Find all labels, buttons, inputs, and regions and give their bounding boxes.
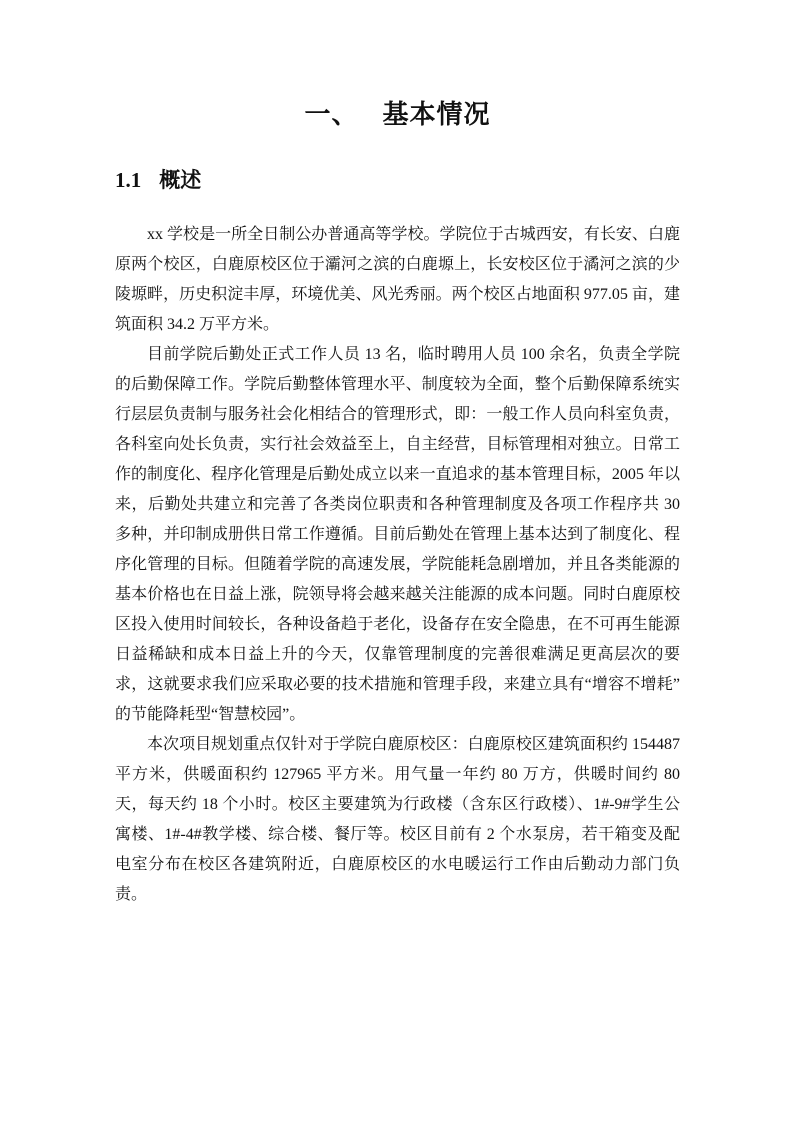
- body-paragraph: xx 学校是一所全日制公办普通高等学校。学院位于古城西安，有长安、白鹿原两个校区，白鹿原校区位于灞河之滨的白鹿塬上，长安校区位于潏河之滨的少陵塬畔，历史积淀丰厚，环境优美、风光秀丽。两个校区占地面积 977.05 亩，建筑面积 34.2 万平方米。: [115, 226, 680, 333]
- document-body: [115, 220, 680, 910]
- section-title-number: 一、: [304, 100, 359, 129]
- section-title-text: 基本情况: [382, 100, 491, 129]
- subsection-heading-number: 1.1: [115, 168, 142, 192]
- subsection-heading-text: 概述: [159, 168, 202, 192]
- body-paragraph: 本次项目规划重点仅针对于学院白鹿原校区：白鹿原校区建筑面积约 154487 平方米，供暖面积约 127965 平方米。用气量一年约 80 万方，供暖时间约 80 天，每天约 18 个小时。校区主要建筑为行政楼（含东区行政楼）、1#-9#学生公寓楼、1#-4#教学楼、综合楼、餐厅等。校区目前有 2 个水泵房，若干箱变及配电室分布在校区各建筑附近，白鹿原校区的水电暖运行工作由后勤动力部门负责。: [115, 736, 680, 903]
- section-title: [115, 96, 680, 134]
- body-paragraph: 目前学院后勤处正式工作人员 13 名，临时聘用人员 100 余名，负责全学院的后勤保障工作。学院后勤整体管理水平、制度较为全面，整个后勤保障系统实行层层负责制与服务社会化相结合的管理形式，即：一般工作人员向科室负责，各科室向处长负责，实行社会效益至上，自主经营，目标管理相对独立。日常工作的制度化、程序化管理是后勤处成立以来一直追求的基本管理目标，2005 年以来，后勤处共建立和完善了各类岗位职责和各种管理制度及各项工作程序共 30 多种，并印制成册供日常工作遵循。目前后勤处在管理上基本达到了制度化、程序化管理的目标。但随着学院的高速发展，学院能耗急剧增加，并且各类能源的基本价格也在日益上涨，院领导将会越来越关注能源的成本问题。同时白鹿原校区投入使用时间较长，各种设备趋于老化，设备存在安全隐患，在不可再生能源日益稀缺和成本日益上升的今天，仅靠管理制度的完善很难满足更高层次的要求，这就要求我们应采取必要的技术措施和管理手段，来建立具有“增容不增耗”的节能降耗型“智慧校园”。: [115, 346, 680, 723]
- subsection-heading: [115, 166, 680, 194]
